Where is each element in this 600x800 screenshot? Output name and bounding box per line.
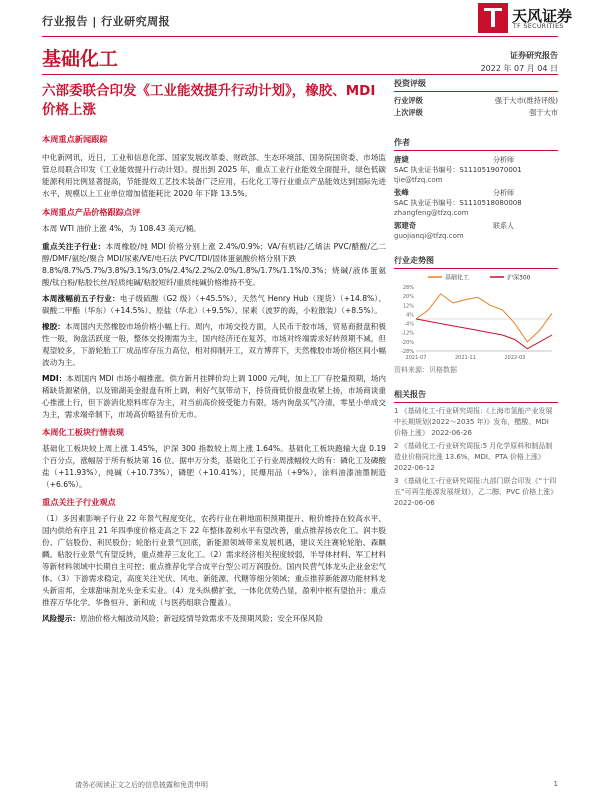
x-tick-label: 2021-07 [405, 355, 427, 361]
wti-paragraph: 本周 WTI 油价上涨 4%，为 108.43 美元/桶。 [42, 224, 201, 233]
risk-label: 风险提示： [42, 614, 80, 623]
rating-row [394, 95, 558, 107]
footer-disclaimer: 请务必阅读正文之后的信息披露和免责申明 [75, 781, 208, 789]
section-divider [42, 74, 558, 75]
rating-label: 上次评级 [394, 108, 423, 117]
mdi-text: 本周国内 MDI 市场小幅推涨。供方新月挂牌价均上调 1000 元/吨，加上工厂存控量预期，场内稀缺货源紧俏，以及锦湖美金报盘有所上调，利好气氛带动下，持货商低价报盘收紧上扬，市场商谈重心推涨上行，但下游消化原料库存为主，对当前高价接受能力有限，场内询盘买气冷清，零星小单成交为主，需求端牵制下，市场高价略显有价无市。 [42, 374, 386, 419]
page-number: 1 [553, 780, 558, 788]
top5-text: 电子级硫酸（G2 级）（+45.5%）、天然气 Henry Hub（现货）（+14.8%）、碳酸二甲酯（华东）（+14.5%）、原盐（华北）（+9.5%）、尿素（波罗的海，小粒散装）（+8.5%）。 [42, 294, 387, 315]
legend-label: 基础化工 [445, 274, 470, 282]
author-heading: 作者 [394, 137, 558, 151]
series-line [416, 319, 552, 349]
rating-value: 强于大市 [529, 108, 558, 117]
logo-name-cn: 天风证券 [512, 7, 573, 25]
industry-trend-chart [394, 271, 558, 363]
news-heading: 本周重点新闻跟踪 [42, 134, 108, 144]
mdi-label: MDI： [42, 374, 67, 383]
report-category-tags: 行业报告 | 行业研究周报 [42, 15, 171, 28]
related-report-item[interactable]: 1 《基础化工-行业研究周报:《上海市氢能产业发展中长期规划(2022～2035 年)》发布，醋酸、MDI 价格上涨》 2022-06-26 [394, 407, 553, 437]
y-tick-label: -20% [401, 339, 414, 346]
key-subindustry-label: 重点关注子行业： [42, 242, 106, 251]
chart-source: 资料来源：贝格数据 [394, 366, 457, 374]
y-tick-label: 12% [402, 303, 414, 310]
view-paragraph: （1）多因素影响子行业 22 年景气程度变化，农药行业在耕地面积预期提升、粮价维持在较高水平、国内供给有序且 21 年四季度价格走高之下 22 年整体盈利水平有望改善，重点推荐扬农化工、润丰股份、广信股份、利民股份；轮胎行业景气回底，新能源领域带来发展机遇，建议关注赛轮轮胎、森麒麟。粘胶行业景气有望反转，重点推荐三友化工。（2）需求经济相关程度较弱，半导体材料、军工材料等新材料领域中长期自主可控；重点推荐化学合成平台型公司万润股份。国内民营气体龙头企业金宏气体。（3）下游需求稳定，高度关注光伏、风电、新能源、代糖等细分领域；重点推荐新能源功能材料龙头新宙邦，全球甜味剂龙头金禾实业。（4）龙头纵横扩张，一体化优势凸显，盈利中枢有望抬升；重点推荐万华化学、华鲁恒升、新和成（与医药组联合覆盖）。 [42, 514, 386, 607]
rating-value: 强于大市(维持评级) [494, 96, 558, 105]
logo-mark-icon [478, 3, 508, 33]
risk-text: 原油价格大幅波动风险；新冠疫情导致需求不及预期风险；安全环保风险 [79, 614, 323, 623]
analyst-role: 分析师 [493, 189, 514, 197]
rating-heading: 投资评级 [394, 78, 558, 92]
analyst-name: 唐婕 [394, 155, 409, 164]
analyst-cert: SAC 执业证书编号：S1110518080008 [394, 199, 522, 207]
analyst-role: 联系人 [493, 222, 514, 230]
analyst-block [394, 155, 558, 185]
y-tick-label: -4% [404, 321, 414, 328]
y-tick-label: 28% [402, 285, 414, 291]
related-report-item[interactable]: 2 《基础化工-行业研究周报:5 月化学原料和制品制造业价格同比涨 13.6%，MDI、PTA 价格上涨》 2022-06-12 [394, 442, 553, 472]
mdi-paragraph [42, 373, 386, 421]
report-date: 2022 年 07 月 04 日 [480, 64, 558, 73]
top5-paragraph [42, 293, 386, 317]
rubber-paragraph [42, 321, 386, 369]
analyst-role: 分析师 [493, 156, 514, 164]
report-type: 证券研究报告 [510, 51, 558, 60]
top5-label: 本周涨幅前五子行业： [42, 294, 120, 303]
analyst-email[interactable]: tjie@tfzq.com [394, 176, 443, 184]
rubber-text: 本周国内天然橡胶市场价格小幅上行。周内，市场交投方面，人民币干胶市场，贸易商报盘积极性一般，询盘活跃度一般，整体交投刚需为主，国内经济还在复苏，市场对终端需求好转预期不减，但观望较多，下游轮胎工厂成品库存压力高位，相对抑制开工，双方博弈下，天然橡胶市场价格区间小幅波动为主。 [42, 322, 386, 367]
plate-paragraph: 基础化工板块较上周上涨 1.45%，沪深 300 指数较上周上涨 1.64%。基础化工板块跑输大盘 0.19 个百分点，涨幅居于所有板块第 16 位。据申万分类，基础化工子行业周涨幅较大的有：磷化工及磷酸盐（+11.93%），纯碱（+10.73%），磷肥（+10.41%），民爆用品（+9%），涂料油漆油墨制造（+6.6%）。 [42, 444, 386, 489]
sidebar [394, 78, 558, 509]
key-subindustry-paragraph [42, 241, 386, 265]
view-heading: 重点关注子行业观点 [42, 497, 116, 507]
news-paragraph: 中化新网讯，近日，工业和信息化部、国家发展改革委、财政部、生态环境部、国务院国资委、市场监管总局联合印发《工业能效提升行动计划》。提出到 2025 年，重点工业行业能效全面提升，绿色低碳能源利用比例显著提高，节能提效工艺技术装备广泛应用，石化化工等行业重点产品能效达到国际先进水平，规模以上工业单位增加值能耗比 2020 年下降 13.5%。 [42, 153, 386, 198]
y-tick-label: 4% [406, 312, 414, 319]
y-tick-label: 20% [402, 294, 414, 301]
x-tick-label: 2022-03 [504, 355, 526, 361]
price-change-list: 8.8%/8.7%/5.7%/3.8%/3.1%/3.0%/2.4%/2.2%/2.0%/1.8%/1.7%/1.1%/0.3%；烧碱/液体蛋氨酸/钛白粉/粘胶长丝/轻质纯碱/粘胶短纤/重质纯碱价格维持不变。 [42, 266, 386, 287]
analyst-email[interactable]: zhangfeng@tfzq.com [394, 209, 469, 217]
chart-heading: 行业走势图 [394, 255, 558, 269]
x-tick-label: 2021-11 [455, 355, 476, 361]
sector-title: 基础化工 [42, 48, 119, 70]
analyst-block [394, 188, 558, 218]
analyst-cert: SAC 执业证书编号：S1110519070001 [394, 166, 522, 174]
analyst-name: 郭建奇 [394, 221, 417, 230]
price-heading: 本周重点产品价格跟踪点评 [42, 207, 141, 217]
logo-name-en: TF SECURITIES [513, 23, 564, 30]
series-line [416, 294, 552, 342]
risk-paragraph [42, 613, 386, 625]
tf-securities-logo [478, 3, 578, 35]
y-tick-label: -28% [401, 349, 414, 355]
plate-heading: 本周化工板块行情表现 [42, 427, 124, 437]
legend-label: 沪深300 [507, 274, 531, 282]
rating-table [394, 95, 558, 119]
key-subindustry-text: 本周橡胶/纯 MDI 价格分别上涨 2.4%/0.9%；VA/有机硅/乙烯法 PVC/醋酸/乙二醇/DMF/氨纶/聚合 MDI/尿素/VE/电石法 PVC/TDI/固体蛋氨酸价格分别下跌 [42, 242, 386, 263]
y-tick-label: -12% [401, 330, 414, 337]
rating-row [394, 107, 558, 119]
main-column [42, 134, 386, 625]
rubber-label: 橡胶： [42, 322, 65, 331]
analyst-name: 张峰 [394, 188, 409, 197]
report-title: 六部委联合印发《工业能效提升行动计划》，橡胶、MDI 价格上涨 [42, 83, 376, 118]
header-divider [42, 36, 558, 37]
analyst-email[interactable]: guojianqi@tfzq.com [394, 232, 464, 240]
rating-label: 行业评级 [394, 96, 423, 105]
related-heading: 相关报告 [394, 389, 558, 403]
analyst-block [394, 221, 558, 241]
related-report-item[interactable]: 3 《基础化工-行业研究周报:九部门联合印发《“十四五”可再生能源发展规划》，乙二醇、PVC 价格上涨》 2022-06-06 [394, 477, 558, 507]
